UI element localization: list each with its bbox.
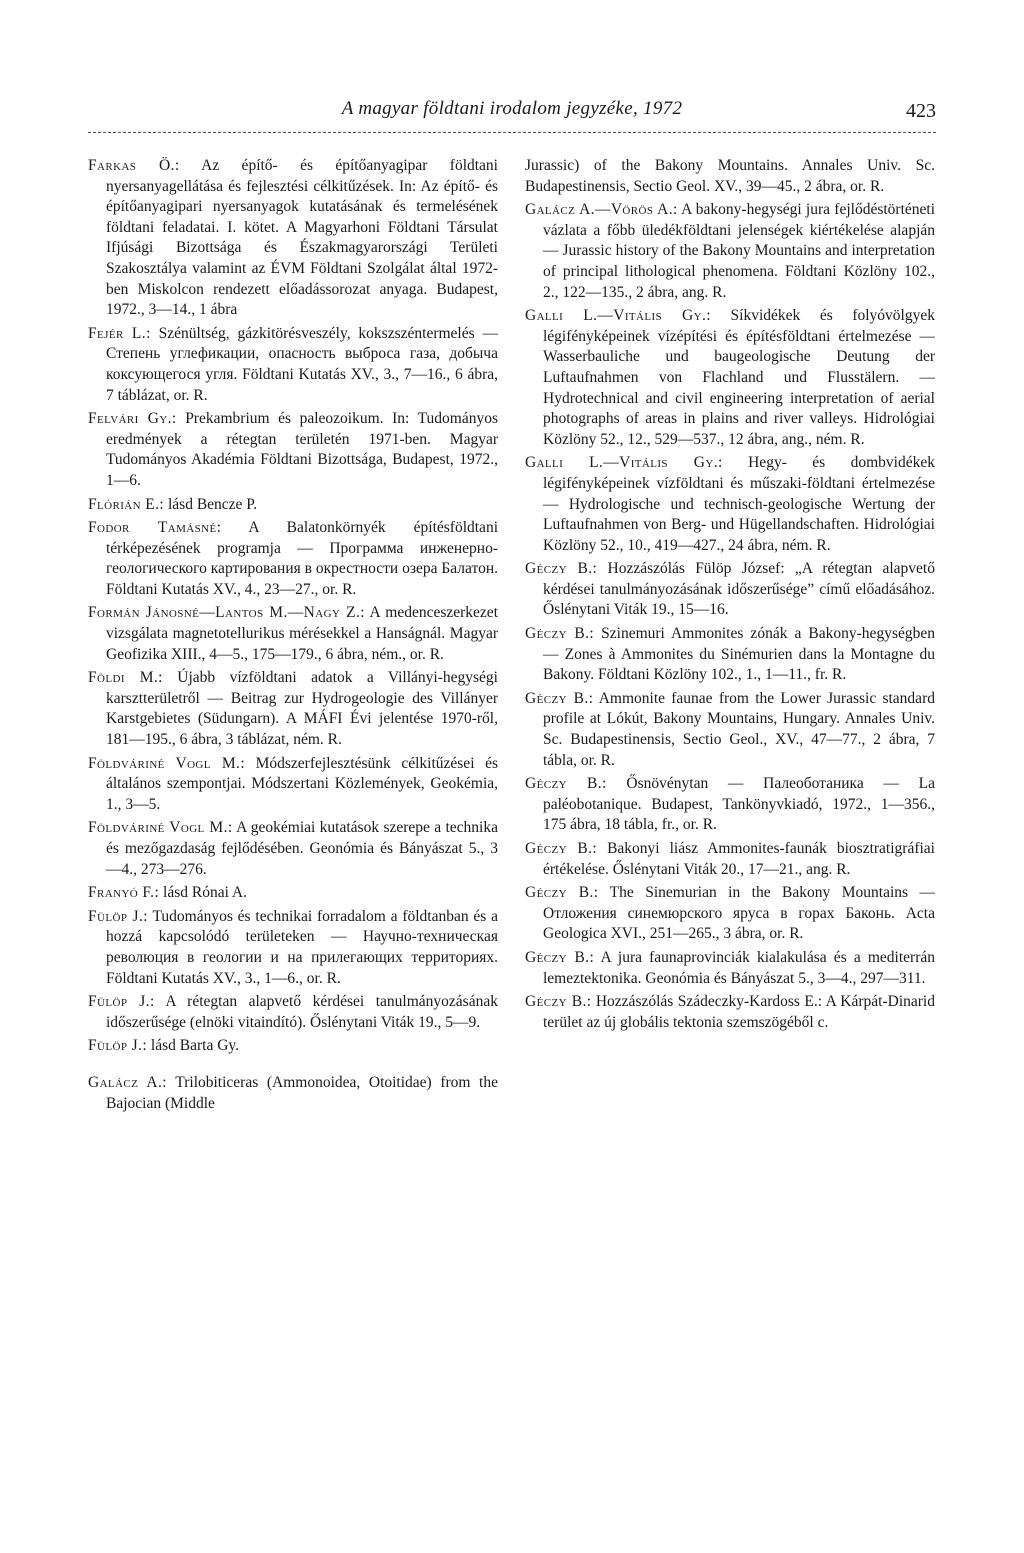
bibliography-entry: [525, 453, 935, 556]
entry-author: Géczy B.:: [525, 948, 595, 966]
bibliography-entry: [88, 818, 498, 880]
entry-text: Trilobiticeras (Ammonoidea, Otoitidae) from the Bajocian (Middle: [106, 1073, 498, 1112]
right-column: [525, 156, 935, 1456]
entry-author: Galli L.—Vitális Gy.:: [525, 454, 723, 472]
entry-author: Géczy B.:: [525, 625, 595, 643]
entry-text: The Sinemurian in the Bakony Mountains — Отложения синемюрского яруса в горах Баконь. Acta Geologica XVI., 251—265., 3 ábra, or. R.: [543, 884, 935, 943]
entry-author: Flórián E.:: [88, 495, 165, 513]
entry-text: Hegy- és dombvidékek légifényképeinek vízföldtani és műszaki-földtani értelmezése — Hydrologische und technisch-geologische Wertung der Luftaufnahmen von Berg- und Hügellandschaften. Hidrológiai Közlöny 52., 10., 419—427., 24 ábra, ném. R.: [543, 454, 935, 554]
entry-text: A bakony-hegységi jura fejlődéstörténeti vázlata a főbb üledékföldtani jelenségek kiértékelése alapján — Jurassic history of the Bakony Mountains and interpretation of principal lithological phenomena. Földtani Közlöny 102., 2., 122—135., 2 ábra, ang. R.: [543, 201, 935, 301]
entry-text: A Balatonkörnyék építésföldtani térképezésének programja — Программа инженерно-геологического картирования в окрестности озера Балатон. Földtani Kutatás XV., 4., 23—27., or. R.: [106, 519, 498, 598]
bibliography-entry: [525, 689, 935, 771]
bibliography-entry: [525, 306, 935, 450]
entry-text: Ősnövénytan — Палеоботаника — La paléobotanique. Budapest, Tankönyvkiadó, 1972., 1—356., 175 ábra, 18 tábla, fr., or. R.: [543, 775, 935, 834]
entry-text: Síkvidékek és folyóvölgyek légifényképeinek vízépítési és építésföldtani értelmezése — Wasserbauliche und baugeologische Deutung der Luftaufnahmen von Flachland und Flusstälern. — Hydrotechnical and civil engineering interpretation of aerial photographs of areas in plains and river valleys. Hidrológiai Közlöny 52., 12., 529—537., 12 ábra, ang., ném. R.: [543, 307, 935, 448]
entry-text: Módszerfejlesztésünk célkitűzései és általános szempontjai. Módszertani Közlemények, Geokémia, 1., 3—5.: [106, 754, 498, 813]
entry-author: Fodor Tamásné:: [88, 519, 222, 537]
bibliography-entry: [525, 992, 935, 1033]
entry-text: Az építő- és építőanyagipar földtani nyersanyagellátása és fejlesztési célkitűzések. In: Az építő- és építőanyagipari nyersanyagok kutatásának és termelésének földtani feladatai. I. kötet. A Magyarhoni Földtani Társulat Ifjúsági Bizottsága és Északmagyarországi Területi Szakosztálya valamint az ÉVM Földtani Szolgálat által 1972-ben Miskolcon rendezett előadássorozat anyaga. Budapest, 1972., 3—14., 1 ábra: [106, 157, 498, 319]
header-rule: [88, 132, 936, 133]
entry-text: Jurassic) of the Bakony Mountains. Annales Univ. Sc. Budapestinensis, Sectio Geol. XV., 39—45., 2 ábra, or. R.: [525, 157, 935, 195]
entry-text: Szénültség, gázkitörésveszély, kokszszéntermelés — Степень углефикации, опасность выброса газа, добыча коксующегося угля. Földtani Kutatás XV., 3., 7—16., 6 ábra, 7 táblázat, or. R.: [106, 324, 498, 404]
entry-author: Felvári Gy.:: [88, 410, 177, 428]
entry-text: lásd Barta Gy.: [147, 1037, 240, 1055]
bibliography-entry: [525, 559, 935, 621]
bibliography-entry: [88, 883, 498, 904]
bibliography-entry: [88, 907, 498, 989]
running-title: A magyar földtani irodalom jegyzéke, 1972: [341, 98, 683, 119]
bibliography-entry: [525, 883, 935, 945]
entry-author: Fülöp J.:: [88, 993, 155, 1011]
entry-text: A jura faunaprovinciák kialakulása és a mediterrán lemeztektonika. Geonómia és Bányászat 5., 3—4., 297—311.: [543, 948, 935, 987]
bibliography-entry: [525, 948, 935, 989]
entry-author: Földi M.:: [88, 669, 163, 687]
entry-text: A rétegtan alapvető kérdései tanulmányozásának időszerűsége (elnöki vitaindító). Őslénytani Viták 19., 5—9.: [106, 993, 498, 1031]
entry-text: Újabb vízföldtani adatok a Villányi-hegységi karsztterületről — Beitrag zur Hydrogeologie des Villányer Karstgebietes (Südungarn). A MÁFI Évi jelentése 1970-ről, 181—195., 6 ábra, 3 táblázat, ném. R.: [106, 669, 498, 749]
entry-text: Hozzászólás Fülöp József: „A rétegtan alapvető kérdései tanulmányozásának időszerűsége” című előadásához. Őslénytani Viták 19., 15—16.: [543, 560, 935, 619]
entry-author: Fülöp J.:: [88, 1037, 148, 1055]
entry-author: Géczy B.:: [525, 840, 598, 857]
bibliography-entry: [88, 156, 498, 321]
entry-author: Galácz A.:: [88, 1073, 167, 1091]
entry-author: Fejér L.:: [88, 324, 151, 342]
entry-text: A geokémiai kutatások szerepe a technika és mezőgazdaság fejlődésében. Geonómia és Bányászat 5., 3—4., 273—276.: [106, 819, 498, 878]
entry-author: Géczy B.:: [525, 689, 594, 707]
entry-author: Földváriné Vogl M.:: [88, 819, 233, 837]
entry-text: Bakonyi liász Ammonites-faunák biosztratigráfiai értékelése. Őslénytani Viták 20., 17—21., ang. R.: [543, 840, 935, 878]
bibliography-entry: [88, 324, 498, 406]
entry-author: Galácz A.—Vörös A.:: [525, 201, 678, 219]
bibliography-entry: [525, 839, 935, 880]
entry-author: Franyó F.:: [88, 884, 160, 902]
entry-text: Prekambrium és paleozoikum. In: Tudományos eredmények a rétegtan területén 1971-ben. Magyar Tudományos Akadémia Földtani Bizottsága, Budapest, 1972., 1—6.: [106, 410, 498, 489]
bibliography-entry: [525, 200, 935, 303]
bibliography-entry: [525, 774, 935, 836]
entry-text: Hozzászólás Szádeczky-Kardoss E.: A Kárpát-Dinarid terület az új globális tektonia szemszögéből c.: [543, 993, 935, 1031]
bibliography-entry: [88, 754, 498, 816]
bibliography-entry: [88, 409, 498, 491]
entry-text: Ammonite faunae from the Lower Jurassic standard profile at Lókút, Bakony Mountains, Hungary. Annales Univ. Sc. Budapestinensis, Sectio Geol., XV., 47—77., 2 ábra, 7 tábla, or. R.: [543, 689, 935, 769]
bibliography-entry: [525, 624, 935, 686]
entry-author: Géczy B.:: [525, 884, 599, 902]
entry-author: Farkas Ö.:: [88, 157, 180, 174]
entry-author: Fülöp J.:: [88, 907, 148, 925]
bibliography-entry: [88, 1073, 498, 1114]
bibliography-entry: [88, 992, 498, 1033]
entry-author: Géczy B.:: [525, 993, 592, 1011]
entry-author: Géczy B.:: [525, 560, 598, 578]
entry-author: Földváriné Vogl M.:: [88, 754, 246, 772]
entry-text: Tudományos és technikai forradalom a földtanban és a hozzá kapcsolódó területeken — Научно-техническая революция в геологии и на прилегающих территориях. Földtani Kutatás XV., 3., 1—6., or. R.: [106, 907, 498, 987]
bibliography-entry: [88, 1036, 498, 1057]
entry-text: lásd Bencze P.: [164, 495, 258, 513]
entry-text: A medenceszerkezet vizsgálata magnetotellurikus mérésekkel a Hanságnál. Magyar Geofizika XIII., 4—5., 175—179., 6 ábra, ném., or. R.: [106, 604, 498, 663]
left-column: [88, 156, 498, 1456]
bibliography-entry: [88, 603, 498, 665]
entry-text: Szinemuri Ammonites zónák a Bakony-hegységben — Zones à Ammonites du Sinémurien dans la Montagne du Bakony. Földtani Közlöny 102., 1., 1—11., fr. R.: [543, 625, 935, 684]
entry-author: Géczy B.:: [525, 775, 607, 793]
bibliography-entry: [525, 156, 935, 197]
entry-text: lásd Rónai A.: [159, 884, 248, 902]
entry-author: Galli L.—Vitális Gy.:: [525, 307, 711, 325]
page-header: [88, 98, 936, 134]
entry-author: Formán Jánosné—Lantos M.—Nagy Z.:: [88, 604, 365, 622]
page-number: 423: [906, 100, 936, 122]
bibliography-entry: [88, 495, 498, 516]
bibliography-entry: [88, 668, 498, 750]
bibliography-entry: [88, 518, 498, 600]
